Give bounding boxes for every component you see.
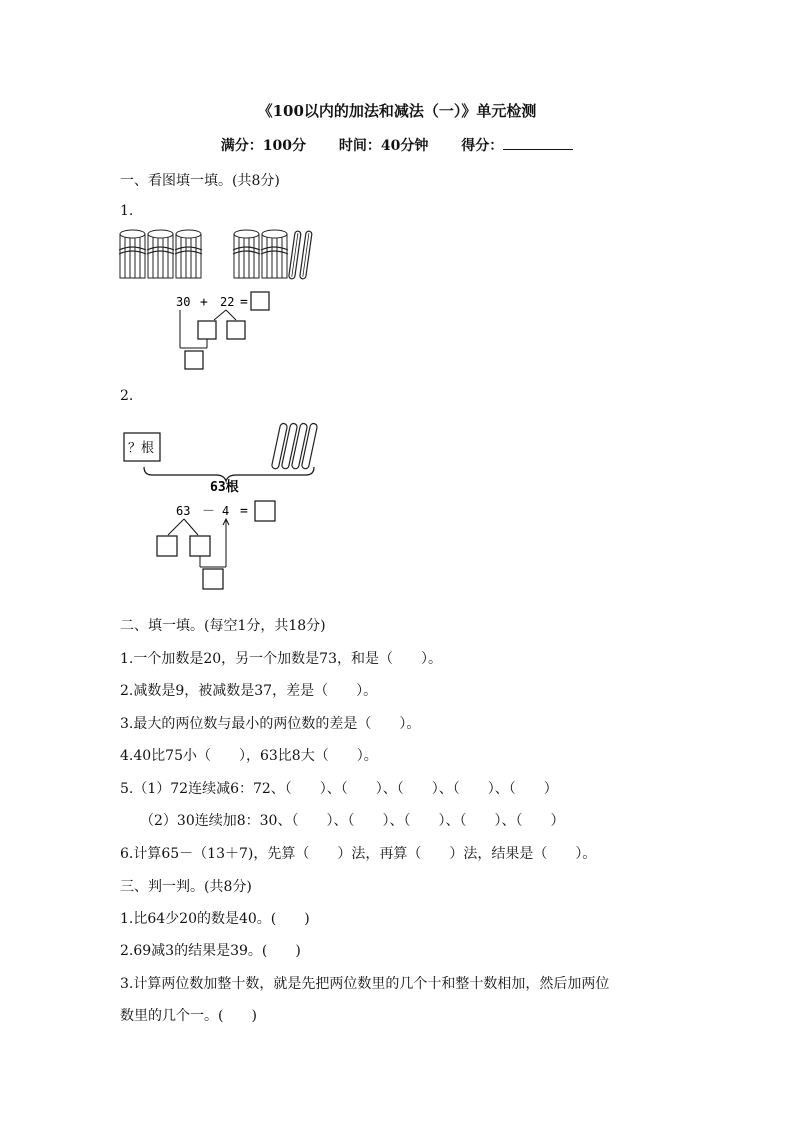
q1-split-box-2[interactable]: [227, 321, 245, 339]
time-limit: 时间：40分钟: [338, 138, 429, 154]
q2-eq-right: 4: [222, 504, 230, 518]
s2-item-5-2: （2）30连续加8：30、（ ）、（ ）、（ ）、（ ）、（ ）: [140, 813, 565, 829]
s2-item-3: 3.最大的两位数与最小的两位数的差是（ ）。: [120, 716, 421, 732]
s2-item-5-1: 5.（1）72连续减6：72、（ ）、（ ）、（ ）、（ ）、（ ）: [120, 781, 558, 797]
section2-heading: 二、填一填。(每空1分，共18分): [120, 618, 326, 634]
bundle-group-left-icon: [119, 230, 202, 278]
unknown-sticks-label: ？根: [128, 441, 155, 456]
s3-item-3-line2: 数里的几个一。( ): [120, 1008, 257, 1024]
score-blank[interactable]: [503, 137, 573, 150]
q1-answer-box[interactable]: [251, 292, 269, 310]
section3-heading: 三、判一判。(共8分): [120, 879, 252, 895]
q1-figure: [118, 228, 338, 374]
full-marks: 满分：100分: [220, 138, 306, 154]
q2-number: 2.: [120, 388, 134, 404]
s3-item-3-line1: 3.计算两位数加整十数，就是先把两位数里的几个十和整十数相加，然后加两位: [120, 976, 610, 992]
section1-heading: 一、看图填一填。(共8分): [120, 173, 280, 189]
q2-figure: [118, 415, 338, 595]
q1-split-box-1[interactable]: [198, 321, 216, 339]
four-sticks-icon: [271, 423, 317, 469]
s3-item-1: 1.比64少20的数是40。( ): [120, 911, 310, 927]
q1-eq-right: 22: [220, 295, 235, 309]
score-label: 得分：: [461, 138, 504, 154]
q2-step-box[interactable]: [203, 569, 223, 589]
q1-eq-equals: =: [240, 295, 248, 310]
page-title: 《100以内的加法和减法（一）》单元检测: [257, 102, 537, 120]
q2-eq-op: －: [202, 504, 216, 519]
s2-item-4: 4.40比75小（ ），63比8大（ ）。: [120, 748, 378, 764]
score-field[interactable]: [461, 138, 573, 154]
bundle-group-right-icon: [233, 230, 312, 279]
s2-item-6: 6.计算65－（13＋7)，先算（ ）法，再算（ ）法，结果是（ ）。: [120, 846, 597, 862]
q2-split-box-2[interactable]: [190, 536, 210, 556]
score-line: [0, 135, 794, 155]
s2-item-1: 1.一个加数是20，另一个加数是73，和是（ ）。: [120, 651, 442, 667]
q2-eq-left: 63: [176, 504, 191, 518]
total-brace: [144, 467, 314, 481]
s3-item-2: 2.69减3的结果是39。( ): [120, 943, 301, 959]
total-label: 63根: [210, 480, 239, 495]
s2-item-2: 2.减数是9，被减数是37，差是（ ）。: [120, 683, 378, 699]
q1-eq-left: 30: [176, 295, 191, 309]
q2-answer-box[interactable]: [255, 501, 275, 521]
q2-eq-equals: =: [240, 504, 248, 519]
q1-number: 1.: [120, 203, 134, 219]
q1-step-box[interactable]: [185, 351, 203, 369]
q1-eq-op: +: [200, 295, 208, 310]
q2-split-box-1[interactable]: [157, 536, 177, 556]
